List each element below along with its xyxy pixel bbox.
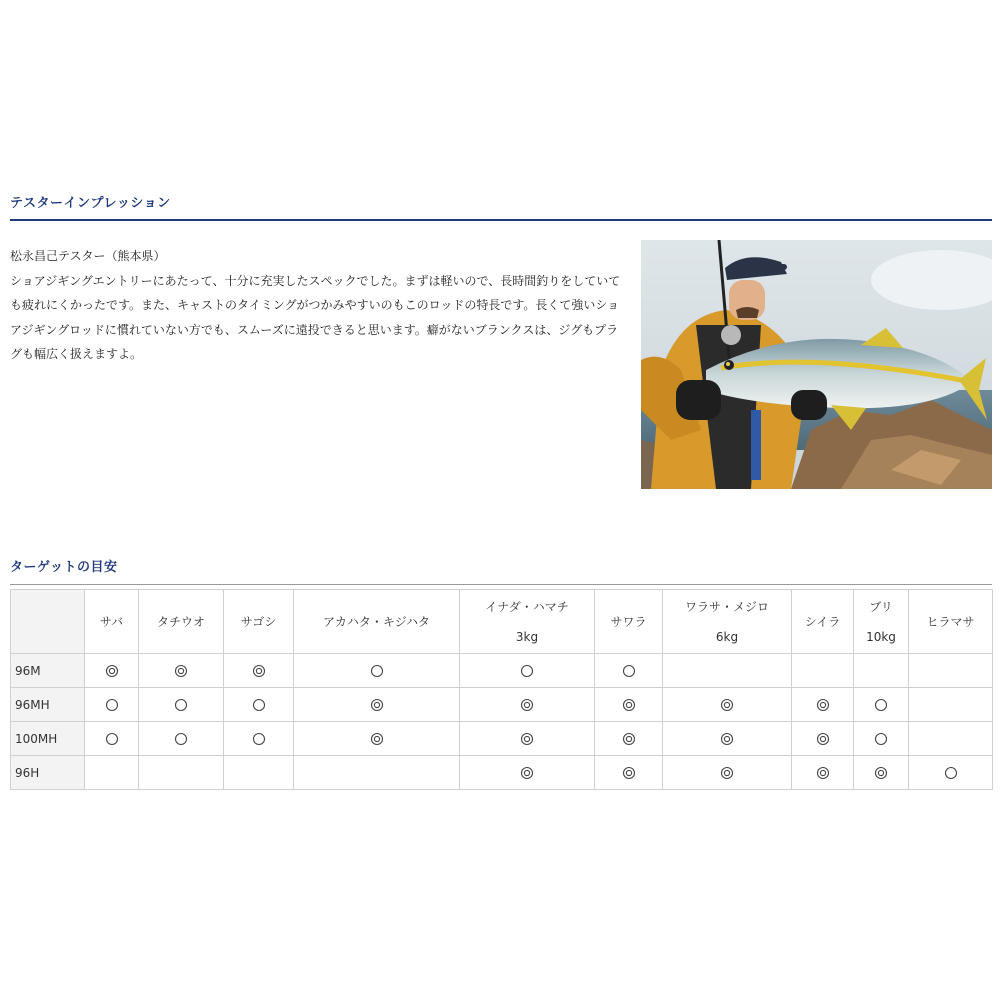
double-circle-mark-icon bbox=[874, 766, 888, 780]
double-circle-mark-icon bbox=[622, 698, 636, 712]
impression-body: ショアジギングエントリーにあたって、十分に充実したスペックでした。まずは軽いので、長時間釣りをしていても疲れにくかったです。また、キャストのタイミングがつかみやすいのもこのロッドの特長です。長くて強いショアジギングロッドに慣れていない方でも、スムーズに遠投できると思います。癖がないブランクスは、ジグもプラグも幅広く扱えますよ。 bbox=[10, 273, 621, 362]
impression-title-rule bbox=[10, 219, 992, 221]
double-circle-mark-icon bbox=[520, 698, 534, 712]
column-header-weight: 3kg bbox=[515, 629, 539, 644]
rating-cell bbox=[792, 756, 854, 790]
rating-cell bbox=[909, 722, 993, 756]
column-header-weight: 6kg bbox=[715, 629, 739, 644]
circle-mark-icon bbox=[174, 698, 188, 712]
rating-cell bbox=[909, 756, 993, 790]
column-header-name: ブリ bbox=[869, 599, 893, 614]
impression-text bbox=[10, 244, 622, 367]
rating-cell bbox=[663, 654, 792, 688]
column-header bbox=[792, 590, 854, 654]
column-header-weight: 10kg bbox=[866, 629, 896, 644]
rating-cell bbox=[294, 688, 460, 722]
table-header-row bbox=[11, 590, 993, 654]
double-circle-mark-icon bbox=[370, 732, 384, 746]
column-header-name: ヒラマサ bbox=[926, 614, 975, 629]
column-header-name: サワラ bbox=[610, 614, 647, 629]
model-cell: 96H bbox=[11, 756, 85, 790]
double-circle-mark-icon bbox=[370, 698, 384, 712]
rating-cell bbox=[595, 722, 663, 756]
double-circle-mark-icon bbox=[816, 732, 830, 746]
table-row bbox=[11, 722, 993, 756]
rating-cell bbox=[854, 756, 909, 790]
model-cell: 96M bbox=[11, 654, 85, 688]
rating-cell bbox=[139, 688, 224, 722]
rating-cell bbox=[139, 756, 224, 790]
table-row bbox=[11, 654, 993, 688]
rating-cell bbox=[792, 654, 854, 688]
model-cell: 100MH bbox=[11, 722, 85, 756]
rating-cell bbox=[85, 688, 139, 722]
column-header bbox=[595, 590, 663, 654]
rating-cell bbox=[460, 654, 595, 688]
double-circle-mark-icon bbox=[816, 766, 830, 780]
column-header-name: タチウオ bbox=[156, 614, 205, 629]
double-circle-mark-icon bbox=[622, 766, 636, 780]
double-circle-mark-icon bbox=[720, 766, 734, 780]
rating-cell bbox=[224, 654, 294, 688]
rating-cell bbox=[595, 688, 663, 722]
double-circle-mark-icon bbox=[105, 664, 119, 678]
column-header-name: サゴシ bbox=[240, 614, 277, 629]
circle-mark-icon bbox=[874, 698, 888, 712]
column-header bbox=[663, 590, 792, 654]
rating-cell bbox=[224, 756, 294, 790]
double-circle-mark-icon bbox=[174, 664, 188, 678]
double-circle-mark-icon bbox=[720, 698, 734, 712]
rating-cell bbox=[85, 756, 139, 790]
target-section-title: ターゲットの目安 bbox=[10, 560, 118, 575]
rating-cell bbox=[854, 654, 909, 688]
rating-cell bbox=[663, 722, 792, 756]
rating-cell bbox=[224, 722, 294, 756]
circle-mark-icon bbox=[105, 732, 119, 746]
column-header bbox=[294, 590, 460, 654]
column-header bbox=[854, 590, 909, 654]
impression-section-title: テスターインプレッション bbox=[10, 196, 171, 211]
rating-cell bbox=[294, 722, 460, 756]
table-body bbox=[11, 654, 993, 790]
double-circle-mark-icon bbox=[816, 698, 830, 712]
double-circle-mark-icon bbox=[720, 732, 734, 746]
rating-cell bbox=[595, 654, 663, 688]
circle-mark-icon bbox=[252, 698, 266, 712]
rating-cell bbox=[909, 688, 993, 722]
circle-mark-icon bbox=[174, 732, 188, 746]
rating-cell bbox=[792, 722, 854, 756]
model-cell: 96MH bbox=[11, 688, 85, 722]
rating-cell bbox=[460, 688, 595, 722]
circle-mark-icon bbox=[370, 664, 384, 678]
circle-mark-icon bbox=[622, 664, 636, 678]
rating-cell bbox=[854, 688, 909, 722]
rating-cell bbox=[294, 654, 460, 688]
tester-name: 松永昌己テスター（熊本県） bbox=[10, 249, 166, 263]
rating-cell bbox=[663, 756, 792, 790]
rating-cell bbox=[224, 688, 294, 722]
double-circle-mark-icon bbox=[252, 664, 266, 678]
column-header bbox=[224, 590, 294, 654]
column-header-name: ワラサ・メジロ bbox=[684, 599, 769, 614]
target-table bbox=[10, 589, 993, 790]
table-row bbox=[11, 688, 993, 722]
column-header-name: シイラ bbox=[804, 614, 841, 629]
rating-cell bbox=[909, 654, 993, 688]
column-header bbox=[909, 590, 993, 654]
column-header bbox=[460, 590, 595, 654]
rating-cell bbox=[460, 722, 595, 756]
rating-cell bbox=[139, 654, 224, 688]
rating-cell bbox=[85, 654, 139, 688]
circle-mark-icon bbox=[874, 732, 888, 746]
double-circle-mark-icon bbox=[520, 732, 534, 746]
column-header-name: アカハタ・キジハタ bbox=[323, 614, 430, 629]
column-header-name: イナダ・ハマチ bbox=[485, 599, 569, 614]
rating-cell bbox=[139, 722, 224, 756]
rating-cell bbox=[595, 756, 663, 790]
double-circle-mark-icon bbox=[520, 766, 534, 780]
rating-cell bbox=[854, 722, 909, 756]
circle-mark-icon bbox=[105, 698, 119, 712]
circle-mark-icon bbox=[944, 766, 958, 780]
circle-mark-icon bbox=[520, 664, 534, 678]
column-header bbox=[139, 590, 224, 654]
circle-mark-icon bbox=[252, 732, 266, 746]
rating-cell bbox=[663, 688, 792, 722]
target-title-rule bbox=[10, 584, 992, 585]
rating-cell bbox=[85, 722, 139, 756]
rating-cell bbox=[294, 756, 460, 790]
table-corner-cell bbox=[11, 590, 85, 654]
angler-photo bbox=[641, 240, 992, 489]
double-circle-mark-icon bbox=[622, 732, 636, 746]
rating-cell bbox=[792, 688, 854, 722]
table-row bbox=[11, 756, 993, 790]
rating-cell bbox=[460, 756, 595, 790]
column-header-name: サバ bbox=[99, 614, 124, 629]
column-header bbox=[85, 590, 139, 654]
